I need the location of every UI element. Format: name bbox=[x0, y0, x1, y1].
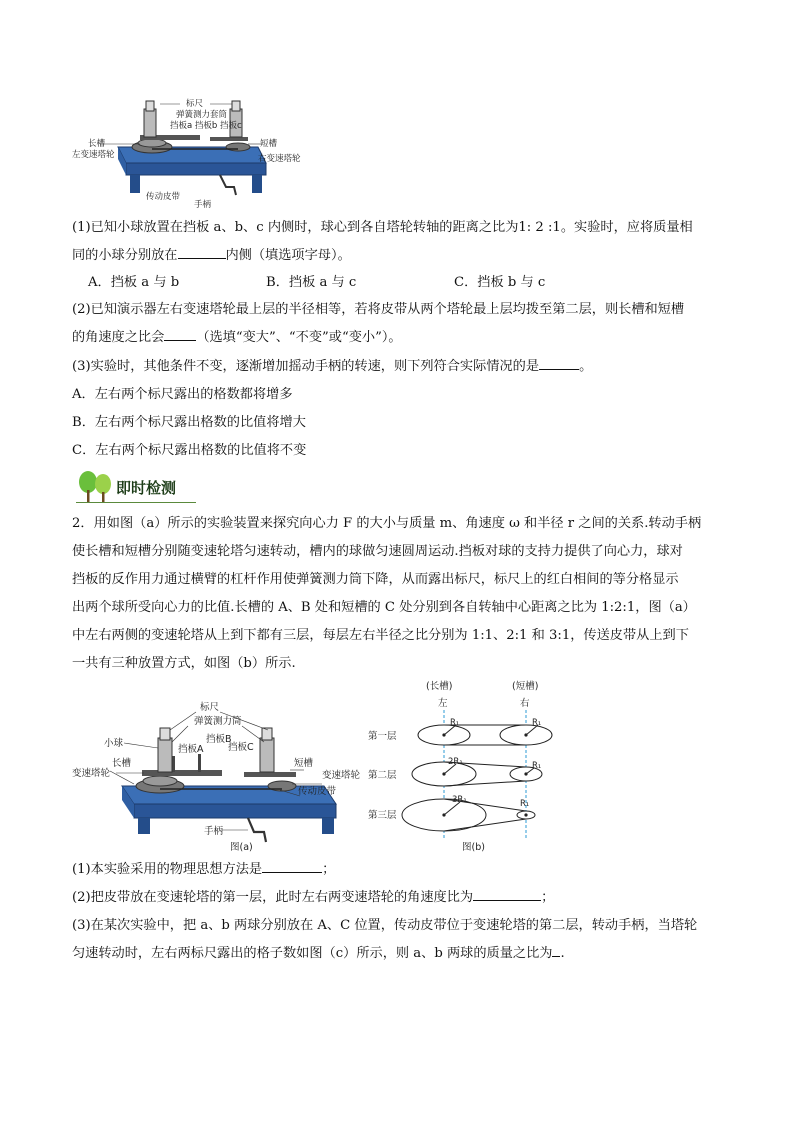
figa-label-belt: 传动皮带 bbox=[298, 786, 337, 797]
figb-col-right-title: (短槽) bbox=[512, 681, 539, 692]
q2-part1: (1)本实验采用的物理思想方法是 ； bbox=[72, 862, 336, 877]
answer-blank bbox=[178, 246, 226, 259]
figa-label-ball: 小球 bbox=[104, 738, 124, 749]
fig1-label-short-groove: 短槽 bbox=[260, 139, 278, 149]
figa-label-wheel-left: 变速塔轮 bbox=[72, 768, 111, 779]
section-title: 即时检测 bbox=[116, 479, 177, 497]
q2-line: 挡板的反作用力通过横臂的杠杆作用使弹簧测力筒下降，从而露出标尺，标尺上的红白相间的等分格显示 bbox=[72, 572, 679, 587]
figb-caption: 图(b) bbox=[462, 842, 485, 853]
q2-line: 2．用如图（a）所示的实验装置来探究向心力 F 的大小与质量 m、角速度 ω 和半径 r 之间的关系.转动手柄 bbox=[72, 516, 702, 531]
q1-part1-line2: 同的小球分别放在 内侧（填选项字母）。 bbox=[72, 248, 351, 263]
fig1-label-left-wheel: 左变速塔轮 bbox=[72, 150, 115, 160]
answer-blank bbox=[473, 888, 541, 901]
belt-layers-figure-b bbox=[362, 678, 562, 854]
figb-left-label-3: 3R₁ bbox=[452, 795, 467, 805]
q2-part2: (2)把皮带放在变速轮塔的第一层，此时左右两变速塔轮的角速度比为 ； bbox=[72, 890, 555, 905]
figb-left-label-1: R₁ bbox=[450, 718, 460, 728]
q1-part2-line2: 的角速度之比会 （选填“变大”、“不变”或“变小”）。 bbox=[72, 330, 402, 345]
figa-caption: 图(a) bbox=[230, 842, 253, 853]
fig1-label-spring: 弹簧测力套筒 bbox=[176, 110, 228, 120]
figa-label-baffle-c: 挡板C bbox=[228, 742, 254, 753]
apparatus-figure-a bbox=[72, 698, 372, 854]
figa-label-wheel-right: 变速塔轮 bbox=[322, 770, 361, 781]
q1-part3-option-c[interactable]: C．左右两个标尺露出格数的比值将不变 bbox=[72, 443, 307, 458]
fig1-label-baffles: 挡板a 挡板b 挡板c bbox=[170, 121, 242, 131]
q1-options bbox=[88, 273, 545, 293]
option-a[interactable]: A．挡板 a 与 b bbox=[88, 275, 180, 290]
figb-right-label-2: R₁ bbox=[532, 761, 542, 771]
q2-line: 一共有三种放置方式，如图（b）所示. bbox=[72, 656, 296, 671]
fig1-label-long-groove: 长槽 bbox=[88, 139, 106, 149]
q1-part1 bbox=[72, 214, 726, 270]
figa-label-spring: 弹簧测力筒 bbox=[194, 716, 242, 727]
figb-right-label-3: R₁ bbox=[520, 799, 530, 809]
figb-row-1: 第一层 bbox=[368, 731, 397, 742]
figb-row-3: 第三层 bbox=[368, 810, 397, 821]
apparatus-figure-1 bbox=[70, 95, 301, 210]
answer-blank bbox=[262, 860, 322, 873]
tree-icon bbox=[76, 470, 116, 504]
fig1-label-right-wheel: 右变速塔轮 bbox=[258, 154, 301, 164]
q1-part1-line1: (1)已知小球放置在挡板 a、b、c 内侧时，球心到各自塔轮转轴的距离之比为1: 2 :1。实验时，应将质量相 bbox=[72, 220, 693, 235]
figa-label-short-groove: 短槽 bbox=[294, 758, 314, 769]
answer-blank bbox=[164, 328, 196, 341]
figa-label-long-groove: 长槽 bbox=[112, 758, 132, 769]
q2-parts bbox=[72, 856, 726, 968]
figb-right: 右 bbox=[520, 698, 530, 709]
q2-stem bbox=[72, 510, 726, 678]
figb-row-2: 第二层 bbox=[368, 770, 397, 781]
figa-label-baffle-b: 挡板B bbox=[206, 734, 232, 745]
fig1-label-ruler: 标尺 bbox=[186, 99, 204, 109]
option-c[interactable]: C．挡板 b 与 c bbox=[454, 275, 546, 290]
q1-part3-option-a[interactable]: A．左右两个标尺露出的格数都将增多 bbox=[72, 387, 293, 402]
q1-part2-line1: (2)已知演示器左右变速塔轮最上层的半径相等，若将皮带从两个塔轮最上层均拨至第二层，则长槽和短槽 bbox=[72, 302, 685, 317]
q2-line: 出两个球所受向心力的比值.长槽的 A、B 处和短槽的 C 处分别到各自转轴中心距离之比为 1:2:1，图（a） bbox=[72, 600, 696, 615]
option-b[interactable]: B．挡板 a 与 c bbox=[266, 275, 357, 290]
figb-left: 左 bbox=[438, 698, 448, 709]
q1-part3-option-b[interactable]: B．左右两个标尺露出格数的比值将增大 bbox=[72, 415, 306, 430]
figa-label-baffle-a: 挡板A bbox=[178, 744, 204, 755]
answer-blank bbox=[539, 357, 579, 370]
q2-part3-line1: (3)在某次实验中，把 a、b 两球分别放在 A、C 位置，传动皮带位于变速轮塔的第二层，转动手柄，当塔轮 bbox=[72, 918, 698, 933]
figb-left-label-2: 2R₁ bbox=[448, 757, 463, 767]
figb-col-left-title: (长槽) bbox=[426, 681, 453, 692]
q2-line: 中左右两侧的变速轮塔从上到下都有三层，每层左右半径之比分别为 1:1、2:1 和 3:1，传送皮带从上到下 bbox=[72, 628, 689, 643]
section-underline bbox=[76, 502, 196, 503]
q1-part3-line1: (3)实验时，其他条件不变，逐渐增加摇动手柄的转速，则下列符合实际情况的是 。 bbox=[72, 359, 593, 374]
figb-right-label-1: R₁ bbox=[532, 718, 542, 728]
fig1-label-handle: 手柄 bbox=[194, 200, 212, 210]
q1-part2 bbox=[72, 296, 726, 352]
q2-part3-line2: 匀速转动时，左右两标尺露出的格子数如图（c）所示，则 a、b 两球的质量之比为 . bbox=[72, 946, 565, 961]
fig1-label-belt: 传动皮带 bbox=[146, 192, 181, 202]
q1-part3 bbox=[72, 353, 726, 465]
figa-label-handle: 手柄 bbox=[204, 826, 224, 837]
q2-line: 使长槽和短槽分别随变速轮塔匀速转动，槽内的球做匀速圆周运动.挡板对球的支持力提供了向心力，球对 bbox=[72, 544, 683, 559]
figa-label-ruler: 标尺 bbox=[200, 702, 220, 713]
